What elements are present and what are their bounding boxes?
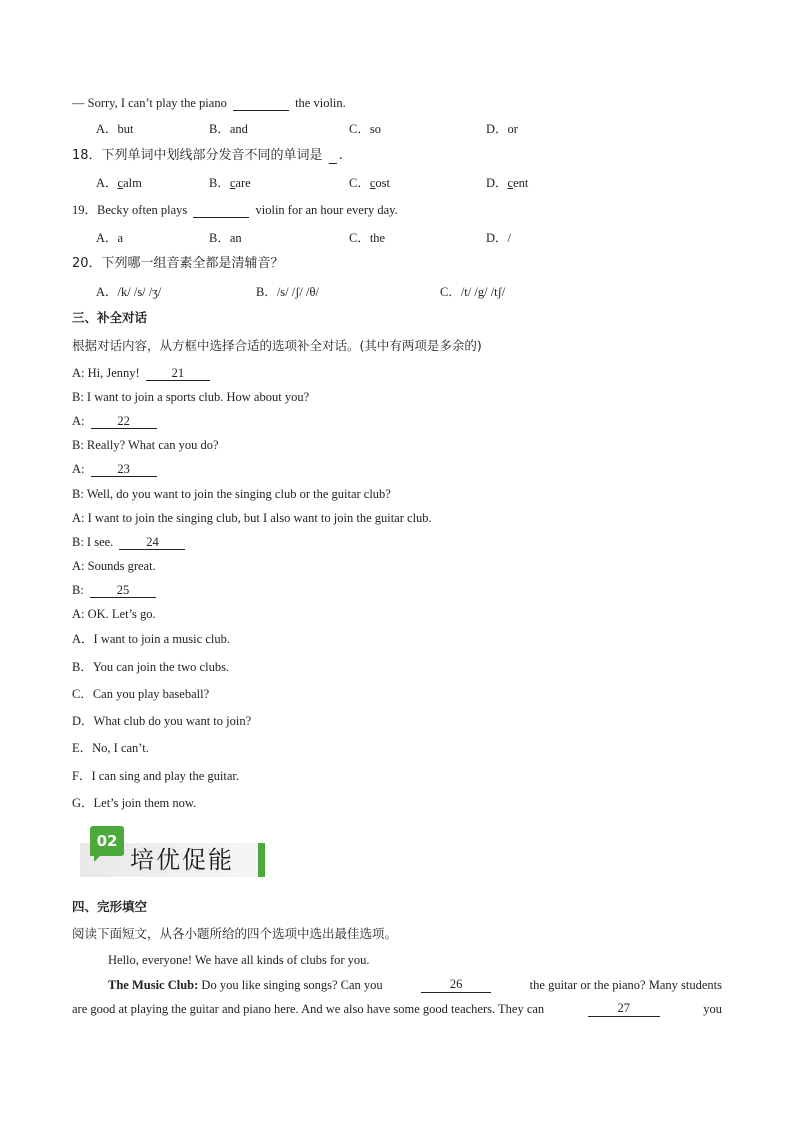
q20-stem: 20．下列哪一组音素全都是清辅音？ <box>72 256 284 271</box>
q18-option-b-underlined: c <box>229 176 236 190</box>
q19-blank <box>193 203 249 218</box>
q18-option-a-letter: A． <box>96 176 118 190</box>
passage-text: Do you like singing songs? Can you <box>201 978 383 992</box>
q18-option-c <box>349 175 390 191</box>
dialogue-blank-24: 24 <box>119 535 185 550</box>
banner-title: 培优促能 <box>130 846 234 874</box>
passage-text: you <box>703 1002 722 1016</box>
dialogue-blank-21: 21 <box>146 366 210 381</box>
q19-option-d: D．/ <box>486 231 512 245</box>
choice-item: D．What club do you want to join? <box>72 714 252 728</box>
q18-option-a-rest: alm <box>123 176 142 190</box>
q17-blank <box>233 96 289 111</box>
q19-option-b: B．an <box>209 231 242 245</box>
q17-option-b: B．and <box>209 122 248 136</box>
q18-stem-after: . <box>338 148 343 163</box>
section-banner <box>80 826 266 878</box>
dialogue-line <box>72 437 219 453</box>
dialogue-blank-22: 22 <box>91 414 157 429</box>
choice-item: A．I want to join a music club. <box>72 632 230 646</box>
dialogue-line <box>72 534 188 550</box>
dialogue-line <box>72 461 160 477</box>
dialogue-line-text: B: <box>72 583 84 597</box>
q20-option-b: B．/s/ /ʃ/ /θ/ <box>256 285 319 299</box>
section4-heading: 四、完形填空 <box>72 899 148 914</box>
passage-greeting: Hello, everyone! We have all kinds of clubs for you. <box>108 953 370 967</box>
q18-option-d <box>486 175 528 191</box>
passage-text: are good at playing the guitar and piano here. And we also have some good teachers. They can <box>72 1002 545 1016</box>
q18-option-c-underlined: c <box>369 176 376 190</box>
choice-item: C．Can you play baseball? <box>72 687 210 701</box>
dialogue-blank-23: 23 <box>91 462 157 477</box>
dialogue-line-text: B: Really? What can you do? <box>72 438 219 452</box>
dialogue-line <box>72 389 309 405</box>
q17-stem-before: — Sorry, I can’t play the piano <box>72 96 227 110</box>
dialogue-line-text: A: I want to join the singing club, but I also want to join the guitar club. <box>72 511 432 525</box>
section4-instruction: 阅读下面短文，从各小题所给的四个选项中选出最佳选项。 <box>72 926 398 941</box>
dialogue-line-text: A: <box>72 414 85 428</box>
q20-option-c: C．/t/ /g/ /tʃ/ <box>440 285 506 299</box>
choice-item: B．You can join the two clubs. <box>72 660 230 674</box>
q18-option-c-rest: ost <box>375 176 390 190</box>
choice-item: E．No, I can’t. <box>72 741 149 755</box>
q18-option-b <box>209 175 251 191</box>
q17-stem <box>72 95 346 111</box>
choice-item: F．I can sing and play the guitar. <box>72 769 239 783</box>
q18-stem <box>72 148 343 164</box>
passage-blank-27: 27 <box>588 1001 660 1017</box>
q20-option-a: A．/k/ /s/ /ʒ/ <box>96 285 162 299</box>
passage-line-1 <box>72 977 722 993</box>
passage-paragraph <box>72 977 722 1017</box>
q19-stem <box>72 202 398 218</box>
dialogue-line <box>72 365 213 381</box>
club-name: The Music Club: <box>108 978 199 992</box>
dialogue-line-text: A: Hi, Jenny! <box>72 366 140 380</box>
section3-instruction: 根据对话内容，从方框中选择合适的选项补全对话。(其中有两项是多余的) <box>72 338 482 353</box>
dialogue-line-text: B: I want to join a sports club. How about you? <box>72 390 310 404</box>
dialogue-line <box>72 486 391 502</box>
passage-text: the guitar or the piano? Many students <box>529 978 722 992</box>
dialogue-line <box>72 558 156 574</box>
q18-option-d-rest: ent <box>513 176 529 190</box>
passage-line-1-start <box>108 977 383 993</box>
q19-option-c: C．the <box>349 231 386 245</box>
banner-badge-notch <box>94 856 100 862</box>
q18-option-d-underlined: c <box>507 176 514 190</box>
dialogue-line-text: A: Sounds great. <box>72 559 156 573</box>
q17-option-a: A．but <box>96 122 134 136</box>
dialogue-line <box>72 582 159 598</box>
choice-item: G．Let’s join them now. <box>72 796 197 810</box>
passage-blank-26: 26 <box>421 977 491 993</box>
section3-heading: 三、补全对话 <box>72 310 148 325</box>
q18-blank <box>329 149 337 164</box>
passage-line-2 <box>72 1001 722 1017</box>
q18-option-b-letter: B． <box>209 176 230 190</box>
q17-option-c: C．so <box>349 122 381 136</box>
dialogue-line <box>72 510 432 526</box>
dialogue-line-text: B: Well, do you want to join the singing club or the guitar club? <box>72 487 391 501</box>
q17-stem-after: the violin. <box>295 96 346 110</box>
q18-option-b-rest: are <box>235 176 251 190</box>
dialogue-line <box>72 413 160 429</box>
dialogue-line-text: B: I see. <box>72 535 114 549</box>
q18-option-a-underlined: c <box>117 176 124 190</box>
dialogue-line-text: A: <box>72 462 85 476</box>
q19-stem-after: violin for an hour every day. <box>255 203 398 217</box>
banner-number-badge: 02 <box>90 826 124 856</box>
dialogue-blank-25: 25 <box>90 583 156 598</box>
q18-option-d-letter: D． <box>486 176 508 190</box>
banner-accent-bar <box>258 843 265 877</box>
q18-option-a <box>96 175 142 191</box>
dialogue-line-text: A: OK. Let’s go. <box>72 607 156 621</box>
q18-stem-text: 18．下列单词中划线部分发音不同的单词是 <box>72 148 323 163</box>
q19-stem-before: 19．Becky often plays <box>72 203 188 217</box>
dialogue-line <box>72 606 156 622</box>
q19-option-a: A．a <box>96 231 124 245</box>
q18-option-c-letter: C． <box>349 176 370 190</box>
q17-option-d: D．or <box>486 122 518 136</box>
